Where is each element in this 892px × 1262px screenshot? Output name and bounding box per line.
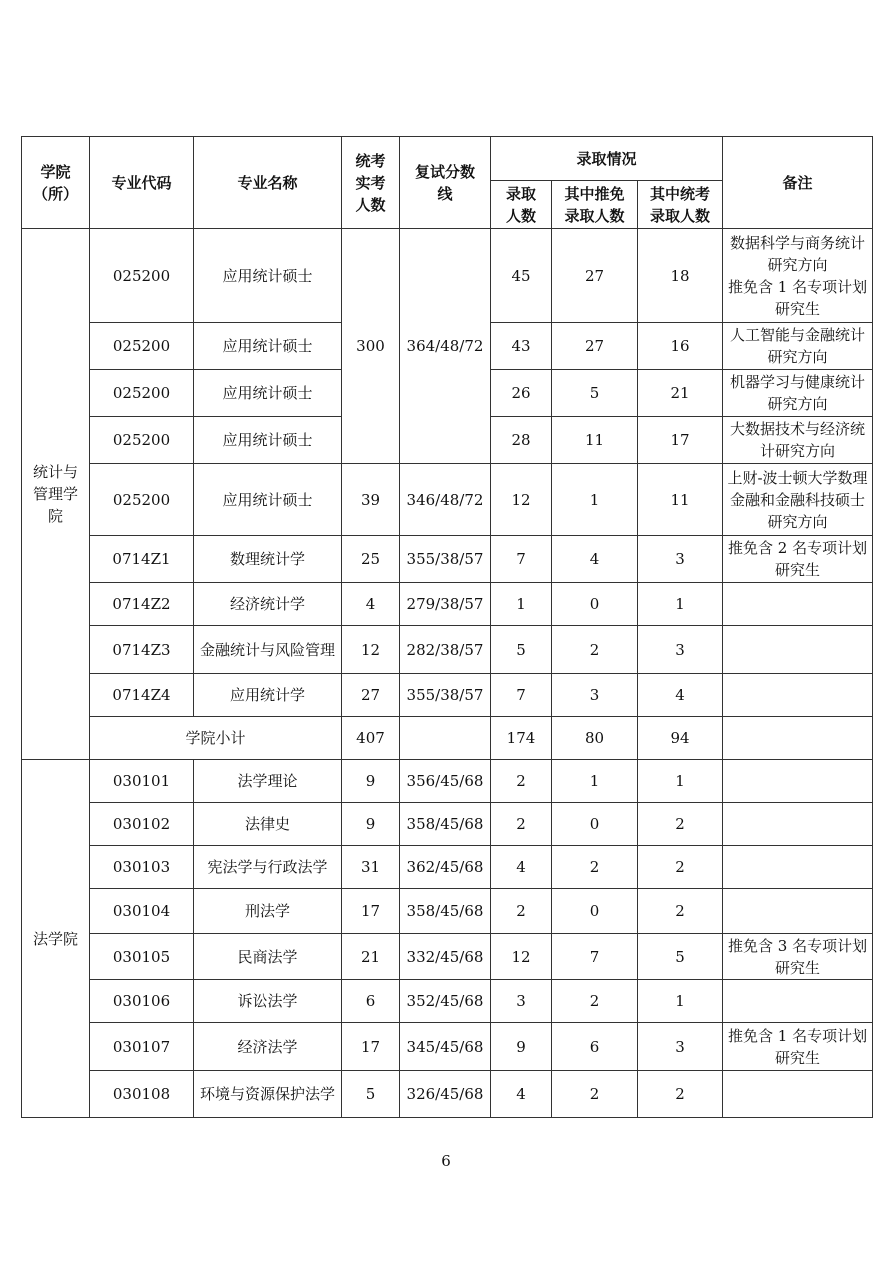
code-cell: 030102 bbox=[90, 803, 194, 846]
table-row bbox=[22, 626, 873, 674]
table-row bbox=[22, 846, 873, 889]
name-cell: 民商法学 bbox=[194, 934, 342, 980]
admit-total-cell: 12 bbox=[491, 464, 552, 536]
code-cell: 0714Z2 bbox=[90, 583, 194, 626]
name-cell: 宪法学与行政法学 bbox=[194, 846, 342, 889]
retest-line-cell: 346/48/72 bbox=[400, 464, 491, 536]
name-cell: 应用统计硕士 bbox=[194, 229, 342, 323]
admit-total-cell: 4 bbox=[491, 846, 552, 889]
admit-exam-cell: 2 bbox=[638, 846, 723, 889]
admit-exam-cell: 1 bbox=[638, 583, 723, 626]
table-row bbox=[22, 980, 873, 1023]
remark-cell: 机器学习与健康统计研究方向 bbox=[723, 370, 873, 417]
remark-cell bbox=[723, 980, 873, 1023]
header-exam-count: 统考 实考 人数 bbox=[342, 137, 400, 229]
subtotal-row bbox=[22, 717, 873, 760]
admit-recommend-cell: 4 bbox=[552, 536, 638, 583]
exam-count-cell: 17 bbox=[342, 889, 400, 934]
code-cell: 030107 bbox=[90, 1023, 194, 1071]
remark-cell bbox=[723, 674, 873, 717]
admit-total-cell: 4 bbox=[491, 1071, 552, 1118]
remark-cell bbox=[723, 803, 873, 846]
table-row bbox=[22, 229, 873, 323]
remark-cell bbox=[723, 889, 873, 934]
remark-cell bbox=[723, 846, 873, 889]
code-cell: 025200 bbox=[90, 417, 194, 464]
admit-exam-cell: 16 bbox=[638, 323, 723, 370]
header-name: 专业名称 bbox=[194, 137, 342, 229]
table-row bbox=[22, 674, 873, 717]
remark-cell: 推免含 3 名专项计划研究生 bbox=[723, 934, 873, 980]
admit-total-cell: 2 bbox=[491, 889, 552, 934]
remark-cell bbox=[723, 1071, 873, 1118]
admit-total-cell: 7 bbox=[491, 536, 552, 583]
exam-count-cell: 39 bbox=[342, 464, 400, 536]
admit-recommend-cell: 0 bbox=[552, 583, 638, 626]
code-cell: 030101 bbox=[90, 760, 194, 803]
retest-line-cell: 362/45/68 bbox=[400, 846, 491, 889]
code-cell: 025200 bbox=[90, 370, 194, 417]
admit-exam-cell: 17 bbox=[638, 417, 723, 464]
code-cell: 025200 bbox=[90, 323, 194, 370]
admit-exam-cell: 18 bbox=[638, 229, 723, 323]
admit-total-cell: 12 bbox=[491, 934, 552, 980]
retest-line-cell: 279/38/57 bbox=[400, 583, 491, 626]
retest-line-cell: 355/38/57 bbox=[400, 674, 491, 717]
retest-line-cell: 356/45/68 bbox=[400, 760, 491, 803]
code-cell: 030104 bbox=[90, 889, 194, 934]
exam-count-cell: 21 bbox=[342, 934, 400, 980]
subtotal-exam-count: 407 bbox=[342, 717, 400, 760]
admit-exam-cell: 3 bbox=[638, 536, 723, 583]
exam-count-cell: 25 bbox=[342, 536, 400, 583]
remark-cell bbox=[723, 760, 873, 803]
admit-recommend-cell: 27 bbox=[552, 323, 638, 370]
retest-line-cell: 345/45/68 bbox=[400, 1023, 491, 1071]
admit-exam-cell: 3 bbox=[638, 1023, 723, 1071]
code-cell: 030105 bbox=[90, 934, 194, 980]
admit-exam-cell: 11 bbox=[638, 464, 723, 536]
admit-exam-cell: 2 bbox=[638, 803, 723, 846]
subtotal-remark bbox=[723, 717, 873, 760]
exam-count-cell: 17 bbox=[342, 1023, 400, 1071]
retest-line-cell: 326/45/68 bbox=[400, 1071, 491, 1118]
name-cell: 应用统计硕士 bbox=[194, 370, 342, 417]
header-admit-exam: 其中统考 录取人数 bbox=[638, 181, 723, 229]
name-cell: 金融统计与风险管理 bbox=[194, 626, 342, 674]
name-cell: 应用统计硕士 bbox=[194, 323, 342, 370]
college-cell: 统计与 管理学 院 bbox=[22, 229, 90, 760]
remark-cell: 上财-波士顿大学数理金融和金融科技硕士研究方向 bbox=[723, 464, 873, 536]
page-number: 6 bbox=[441, 1152, 451, 1170]
code-cell: 025200 bbox=[90, 464, 194, 536]
admit-total-cell: 43 bbox=[491, 323, 552, 370]
name-cell: 环境与资源保护法学 bbox=[194, 1071, 342, 1118]
admit-total-cell: 2 bbox=[491, 803, 552, 846]
header-retest-line: 复试分数 线 bbox=[400, 137, 491, 229]
admit-total-cell: 1 bbox=[491, 583, 552, 626]
code-cell: 0714Z1 bbox=[90, 536, 194, 583]
retest-line-cell: 282/38/57 bbox=[400, 626, 491, 674]
admit-exam-cell: 1 bbox=[638, 760, 723, 803]
header-admit-recommend: 其中推免 录取人数 bbox=[552, 181, 638, 229]
admit-recommend-cell: 7 bbox=[552, 934, 638, 980]
admission-table bbox=[21, 136, 873, 1118]
header-admission: 录取情况 bbox=[491, 137, 723, 181]
remark-cell: 数据科学与商务统计研究方向 推免含 1 名专项计划研究生 bbox=[723, 229, 873, 323]
admit-total-cell: 26 bbox=[491, 370, 552, 417]
admit-recommend-cell: 5 bbox=[552, 370, 638, 417]
code-cell: 025200 bbox=[90, 229, 194, 323]
subtotal-admit-exam: 94 bbox=[638, 717, 723, 760]
exam-count-cell: 9 bbox=[342, 760, 400, 803]
admit-exam-cell: 2 bbox=[638, 889, 723, 934]
header-code: 专业代码 bbox=[90, 137, 194, 229]
admit-total-cell: 28 bbox=[491, 417, 552, 464]
admit-recommend-cell: 1 bbox=[552, 760, 638, 803]
exam-count-cell: 5 bbox=[342, 1071, 400, 1118]
code-cell: 030103 bbox=[90, 846, 194, 889]
name-cell: 刑法学 bbox=[194, 889, 342, 934]
admit-recommend-cell: 6 bbox=[552, 1023, 638, 1071]
admit-exam-cell: 5 bbox=[638, 934, 723, 980]
admit-recommend-cell: 11 bbox=[552, 417, 638, 464]
table-row bbox=[22, 803, 873, 846]
admit-total-cell: 3 bbox=[491, 980, 552, 1023]
table-row bbox=[22, 934, 873, 980]
admit-recommend-cell: 2 bbox=[552, 1071, 638, 1118]
name-cell: 应用统计硕士 bbox=[194, 417, 342, 464]
admit-total-cell: 9 bbox=[491, 1023, 552, 1071]
admit-recommend-cell: 2 bbox=[552, 846, 638, 889]
subtotal-label: 学院小计 bbox=[90, 717, 342, 760]
table-row bbox=[22, 583, 873, 626]
code-cell: 0714Z4 bbox=[90, 674, 194, 717]
exam-count-cell: 31 bbox=[342, 846, 400, 889]
exam-count-cell: 12 bbox=[342, 626, 400, 674]
admit-total-cell: 7 bbox=[491, 674, 552, 717]
admit-total-cell: 45 bbox=[491, 229, 552, 323]
admit-recommend-cell: 27 bbox=[552, 229, 638, 323]
header-college: 学院 （所） bbox=[22, 137, 90, 229]
name-cell: 诉讼法学 bbox=[194, 980, 342, 1023]
remark-cell: 推免含 1 名专项计划研究生 bbox=[723, 1023, 873, 1071]
code-cell: 030108 bbox=[90, 1071, 194, 1118]
remark-cell: 推免含 2 名专项计划研究生 bbox=[723, 536, 873, 583]
header-admit-total: 录取 人数 bbox=[491, 181, 552, 229]
name-cell: 经济法学 bbox=[194, 1023, 342, 1071]
subtotal-admit-recommend: 80 bbox=[552, 717, 638, 760]
admit-recommend-cell: 1 bbox=[552, 464, 638, 536]
retest-line-cell: 352/45/68 bbox=[400, 980, 491, 1023]
exam-count-cell: 6 bbox=[342, 980, 400, 1023]
header-remarks: 备注 bbox=[723, 137, 873, 229]
retest-line-cell: 358/45/68 bbox=[400, 803, 491, 846]
remark-cell: 大数据技术与经济统计研究方向 bbox=[723, 417, 873, 464]
admit-recommend-cell: 2 bbox=[552, 980, 638, 1023]
exam-count-cell: 300 bbox=[342, 229, 400, 464]
college-cell: 法学院 bbox=[22, 760, 90, 1118]
remark-cell bbox=[723, 626, 873, 674]
admit-exam-cell: 2 bbox=[638, 1071, 723, 1118]
retest-line-cell: 358/45/68 bbox=[400, 889, 491, 934]
code-cell: 0714Z3 bbox=[90, 626, 194, 674]
name-cell: 法律史 bbox=[194, 803, 342, 846]
exam-count-cell: 9 bbox=[342, 803, 400, 846]
exam-count-cell: 4 bbox=[342, 583, 400, 626]
table-row bbox=[22, 536, 873, 583]
table-row bbox=[22, 1023, 873, 1071]
admit-total-cell: 2 bbox=[491, 760, 552, 803]
name-cell: 法学理论 bbox=[194, 760, 342, 803]
name-cell: 经济统计学 bbox=[194, 583, 342, 626]
name-cell: 数理统计学 bbox=[194, 536, 342, 583]
table-row bbox=[22, 464, 873, 536]
admit-exam-cell: 1 bbox=[638, 980, 723, 1023]
table-row bbox=[22, 760, 873, 803]
table-row bbox=[22, 1071, 873, 1118]
admit-exam-cell: 21 bbox=[638, 370, 723, 417]
admit-recommend-cell: 2 bbox=[552, 626, 638, 674]
name-cell: 应用统计硕士 bbox=[194, 464, 342, 536]
admit-exam-cell: 4 bbox=[638, 674, 723, 717]
admit-recommend-cell: 3 bbox=[552, 674, 638, 717]
subtotal-retest-line bbox=[400, 717, 491, 760]
remark-cell bbox=[723, 583, 873, 626]
retest-line-cell: 364/48/72 bbox=[400, 229, 491, 464]
retest-line-cell: 332/45/68 bbox=[400, 934, 491, 980]
retest-line-cell: 355/38/57 bbox=[400, 536, 491, 583]
admit-recommend-cell: 0 bbox=[552, 889, 638, 934]
subtotal-admit-total: 174 bbox=[491, 717, 552, 760]
remark-cell: 人工智能与金融统计研究方向 bbox=[723, 323, 873, 370]
code-cell: 030106 bbox=[90, 980, 194, 1023]
name-cell: 应用统计学 bbox=[194, 674, 342, 717]
admit-exam-cell: 3 bbox=[638, 626, 723, 674]
exam-count-cell: 27 bbox=[342, 674, 400, 717]
admit-recommend-cell: 0 bbox=[552, 803, 638, 846]
table-row bbox=[22, 889, 873, 934]
admit-total-cell: 5 bbox=[491, 626, 552, 674]
